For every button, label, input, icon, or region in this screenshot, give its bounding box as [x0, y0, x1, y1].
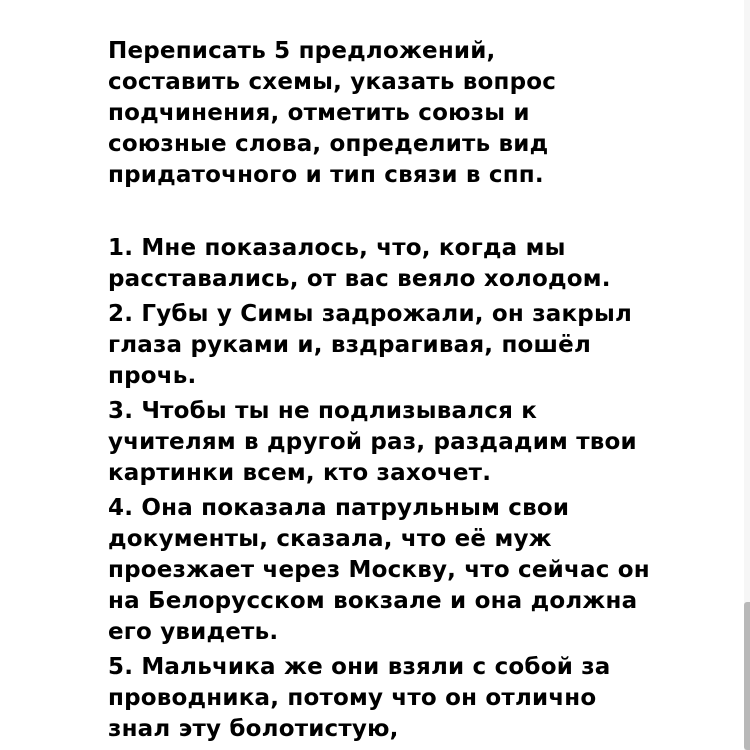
scrollbar-thumb[interactable] [744, 602, 750, 750]
sentence-5: 5. Мальчика же они взяли с собой за проводника, потому что он отлично знал эту болотистую, [108, 654, 611, 742]
task-instructions: Переписать 5 предложений, составить схемы, указать вопрос подчинения, отметить союзы и союзные слова, определить вид придаточного и тип связи в спп. [108, 38, 557, 188]
sentence-1: 1. Мне показалось, что, когда мы расставались, от вас веяло холодом. [108, 235, 611, 292]
sentence-4: 4. Она показала патрульным свои документы, сказала, что её муж проезжает через Москву, что сейчас он на Белорусском вокзале и она должна его увидеть. [108, 495, 650, 645]
sentence-2: 2. Губы у Симы задрожали, он закрыл глаза руками и, вздрагивая, пошёл прочь. [108, 301, 633, 389]
sentence-3: 3. Чтобы ты не подлизывался к учителям в другой раз, раздадим твои картинки всем, кто захочет. [108, 398, 637, 486]
document-content [108, 36, 708, 749]
